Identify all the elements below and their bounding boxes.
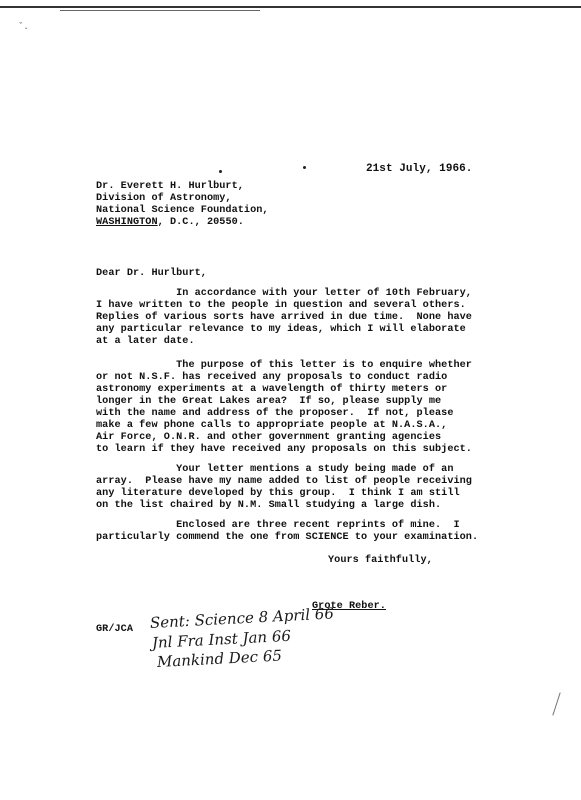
paragraph-line: The purpose of this letter is to enquire whether <box>96 360 472 371</box>
stray-dot <box>303 166 306 169</box>
paragraph-1 <box>96 288 472 348</box>
recipient-city: WASHINGTON <box>96 217 158 228</box>
paragraph-line: particularly commend the one from SCIENCE to your examination. <box>96 532 479 543</box>
paragraph-line: astronomy experiments at a wavelength of thirty meters or <box>96 384 448 395</box>
recipient-line-2: Division of Astronomy, <box>96 193 232 204</box>
paragraph-line: In accordance with your letter of 10th February, <box>96 288 472 299</box>
paragraph-line: on the list chaired by N.M. Small studying a large dish. <box>96 500 442 511</box>
signature: Grote Reber. <box>312 601 386 612</box>
paragraph-line: or not N.S.F. has received any proposals to conduct radio <box>96 372 448 383</box>
handwritten-note-1: Sent: Science 8 April 66 <box>149 604 335 632</box>
recipient-line-3: National Science Foundation, <box>96 205 269 216</box>
paragraph-line: to learn if they have received any proposals on this subject. <box>96 444 472 455</box>
recipient-line-1: Dr. Everett H. Hurlburt, <box>96 181 244 192</box>
paragraph-4 <box>96 520 478 544</box>
recipient-line-4: , D.C., 20550. <box>157 217 244 228</box>
scan-edge-line <box>0 6 581 8</box>
scan-edge-line-secondary <box>60 10 260 11</box>
paragraph-line: make a few phone calls to appropriate people at N.A.S.A., <box>96 420 448 431</box>
paragraph-line: any particular relevance to my ideas, which I will elaborate <box>96 324 466 335</box>
handwritten-note-2: Jnl Fra Inst Jan 66 <box>151 626 292 652</box>
paragraph-line: Enclosed are three recent reprints of mine. I <box>96 520 460 531</box>
paragraph-line: Air Force, O.N.R. and other government granting agencies <box>96 432 442 443</box>
typist-initials: GR/JCA <box>96 624 133 635</box>
paragraph-line: Your letter mentions a study being made of an <box>96 464 454 475</box>
closing: Yours faithfully, <box>328 555 433 566</box>
paragraph-line: any literature developed by this group. I think I am still <box>96 488 460 499</box>
paragraph-line: at a later date. <box>96 336 195 347</box>
letter-date: 21st July, 1966. <box>366 163 473 175</box>
handwritten-note-3: Mankind Dec 65 <box>156 646 283 671</box>
stray-dot <box>219 170 222 173</box>
paragraph-2 <box>96 360 472 456</box>
margin-pencil-mark <box>552 692 560 715</box>
paragraph-line: with the name and address of the proposer. If not, please <box>96 408 454 419</box>
scan-mark: ˇ. <box>18 22 29 32</box>
paragraph-line: I have written to the people in question and several others. <box>96 300 466 311</box>
recipient-address <box>96 181 269 229</box>
paragraph-line: Replies of various sorts have arrived in due time. None have <box>96 312 472 323</box>
paragraph-3 <box>96 464 472 512</box>
paragraph-line: array. Please have my name added to list of people receiving <box>96 476 472 487</box>
salutation: Dear Dr. Hurlburt, <box>96 268 207 279</box>
paragraph-line: longer in the Great Lakes area? If so, please supply me <box>96 396 442 407</box>
